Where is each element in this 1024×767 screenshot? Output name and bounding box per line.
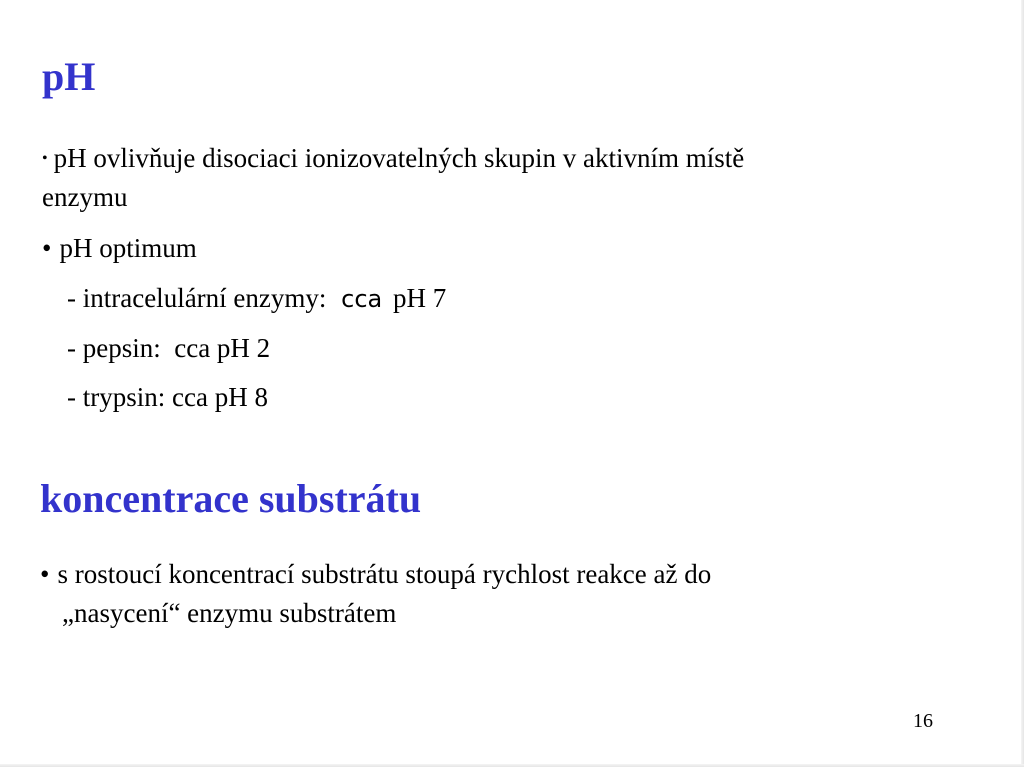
list-item [42,145,744,172]
sub-item-pepsin [67,335,270,362]
list-item-text: „nasycení“ enzymu substrátem [62,598,397,628]
list-item-text: s rostoucí koncentrací substrátu stoupá rychlost reakce až do [57,559,712,589]
sub-item-text: - pepsin: cca pH 2 [67,333,271,363]
list-item-text: pH optimum [59,233,197,263]
section-heading-substrate: koncentrace substrátu [40,476,422,521]
sub-item-label: - intracelulární enzymy: [67,283,327,313]
sub-item-text: - trypsin: cca pH 8 [67,382,268,412]
list-item-text: pH ovlivňuje disociaci ionizovatelných skupin v aktivním místě [53,143,745,173]
list-item-text: enzymu [42,182,128,212]
sub-item-trypsin [67,384,268,411]
bullet-icon: • [42,150,48,167]
sub-item-intracellular [67,285,446,312]
section-heading-ph: pH [42,54,96,99]
list-item-continuation [42,184,127,211]
list-item [40,561,711,588]
sub-item-value: pH 7 [393,283,447,313]
page-number: 16 [913,710,933,732]
list-item [42,235,197,262]
sub-item-approx: cca [341,285,383,313]
list-item-continuation [62,600,396,627]
bullet-icon: • [40,559,50,589]
bullet-icon: • [42,233,52,263]
